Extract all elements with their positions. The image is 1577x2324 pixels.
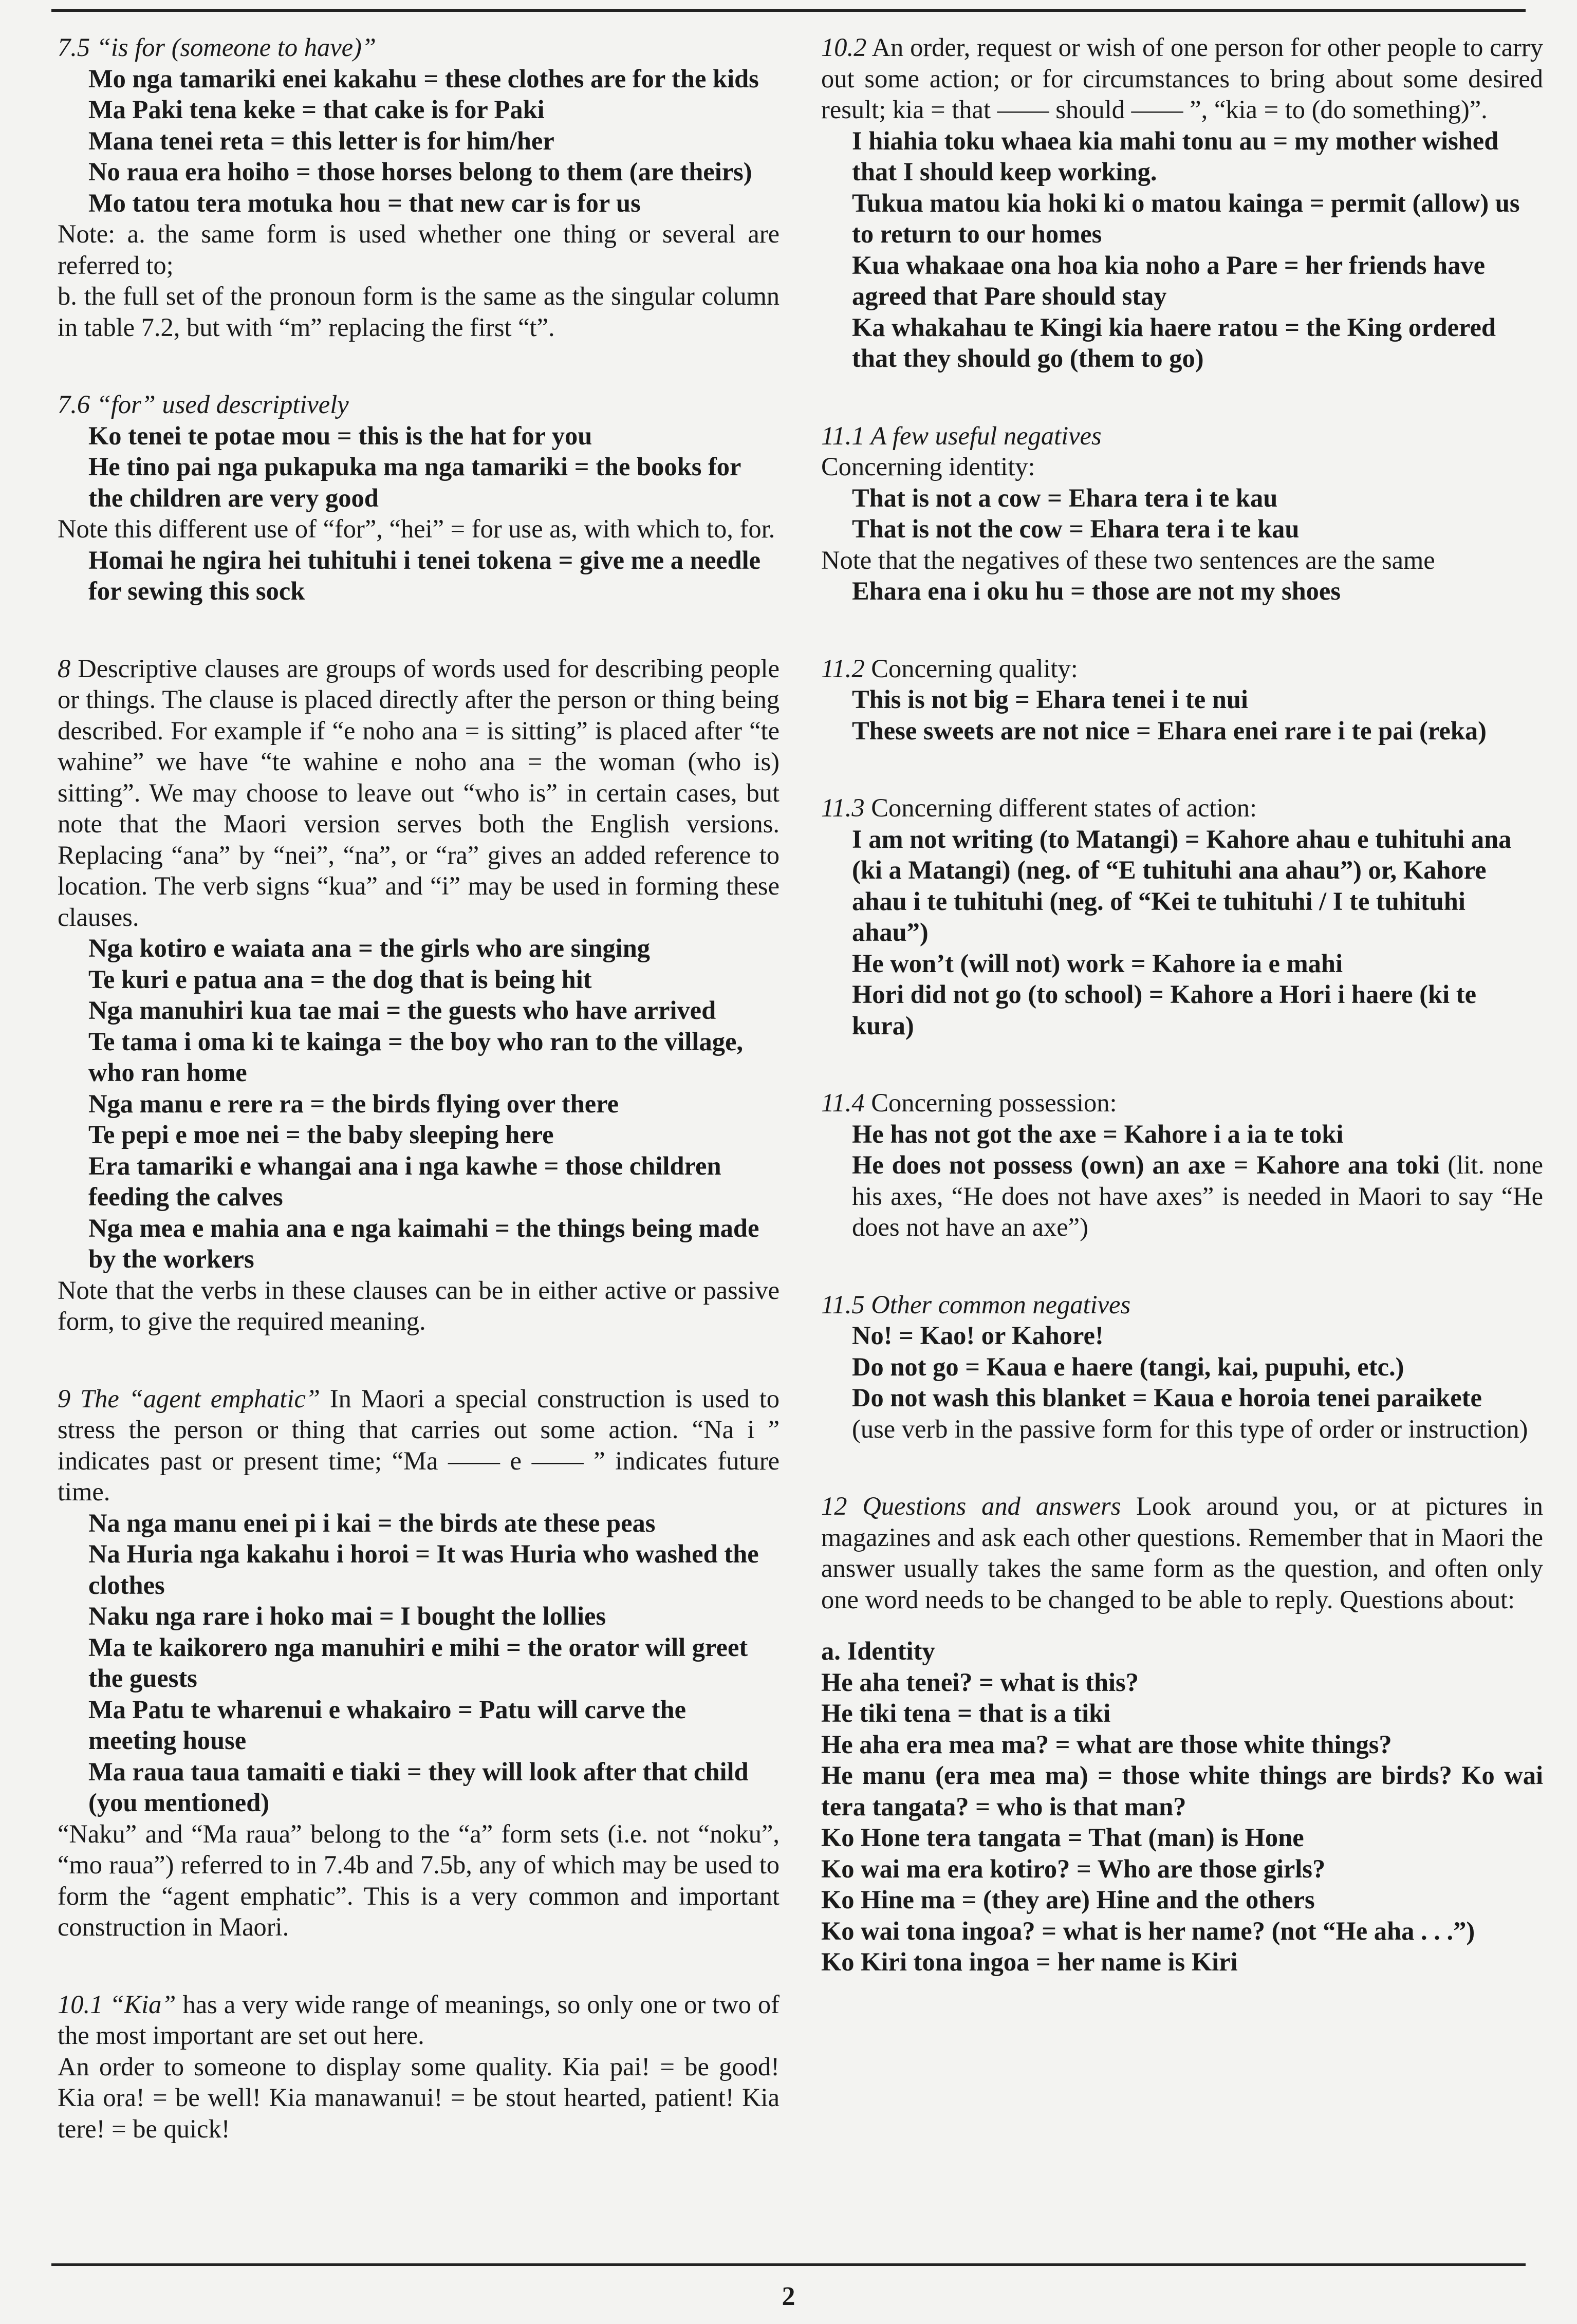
qa-line: He aha tenei? = what is this? — [821, 1667, 1139, 1697]
note-text: (use verb in the passive form for this type of order or instruction) — [852, 1414, 1528, 1443]
section-10-1 — [58, 1989, 780, 2145]
section-heading: 11.2 — [821, 654, 865, 683]
top-rule — [51, 9, 1526, 12]
example-line — [852, 1149, 1543, 1243]
section-body — [58, 653, 780, 933]
note-text: Note this different use of “for”, “hei” = for use as, with which to, for. — [58, 514, 775, 543]
example-line: Hori did not go (to school) = Kahore a Hori i haere (ki te kura) — [852, 980, 1476, 1040]
section-heading: 11.5 Other common negatives — [821, 1290, 1131, 1319]
example-line: Mana tenei reta = this letter is for him/her — [88, 126, 554, 155]
qa-line: Ko wai ma era kotiro? = Who are those girls? — [821, 1854, 1326, 1883]
subheading: Concerning identity: — [821, 452, 1035, 481]
example-line: I hiahia toku whaea kia mahi tonu au = my mother wished that I should keep working. — [852, 126, 1499, 186]
section-10-2 — [821, 32, 1543, 374]
qa-line: He aha era mea ma? = what are those white things? — [821, 1730, 1392, 1759]
section-heading: 11.3 — [821, 793, 865, 822]
example-line: He has not got the axe = Kahore i a ia te toki — [852, 1119, 1344, 1148]
section-heading: 12 Questions and answers — [821, 1492, 1121, 1520]
section-7-6 — [58, 389, 780, 607]
section-body — [821, 792, 1543, 824]
example-note: (lit. none his axes, “He does not have axes” is needed in Maori to say “He does not have an axe”) — [852, 1150, 1543, 1241]
example-line: Na nga manu enei pi i kai = the birds ate these peas — [88, 1508, 656, 1537]
body-text: In Maori a special construction is used to stress the person or thing that carries out some action. “Na i ” indicates past or present time; “Ma —— e —— ” indicates future time. — [58, 1384, 780, 1506]
right-column — [821, 32, 1543, 2024]
example-line: Ehara ena i oku hu = those are not my shoes — [852, 577, 1341, 605]
example-line: Mo tatou tera motuka hou = that new car is for us — [88, 188, 641, 217]
example-line: No! = Kao! or Kahore! — [852, 1321, 1104, 1350]
section-9 — [58, 1383, 780, 1943]
section-heading: 8 — [58, 654, 71, 683]
subheading: a. Identity — [821, 1637, 935, 1665]
section-heading: 7.6 “for” used descriptively — [58, 390, 349, 419]
section-heading: 7.5 “is for (someone to have)” — [58, 33, 376, 62]
qa-line: He manu (era mea ma) = those white things are birds? Ko wai tera tangata? = who is that man? — [821, 1761, 1543, 1821]
bottom-rule — [51, 2263, 1526, 2266]
example-line: No raua era hoiho = those horses belong to them (are theirs) — [88, 157, 752, 186]
example-line: Kua whakaae ona hoa kia noho a Pare = her friends have agreed that Pare should stay — [852, 250, 1486, 310]
example-line: Ko tenei te potae mou = this is the hat for you — [88, 421, 592, 450]
qa-line: Ko Hine ma = (they are) Hine and the others — [821, 1885, 1315, 1914]
example-line: Nga manu e rere ra = the birds flying over there — [88, 1089, 619, 1118]
section-11-5 — [821, 1289, 1543, 1445]
note-text: Note that the negatives of these two sentences are the same — [821, 545, 1435, 574]
qa-line: Ko Kiri tona ingoa = her name is Kiri — [821, 1947, 1238, 1976]
body-text: Descriptive clauses are groups of words used for describing people or things. The clause is placed directly after the person or thing being described. For example if “e noho ana = is sitting” is placed after “te wahine” we have “te wahine e noho ana = the woman (who is) sitting”. We may choose to leave out “who is” in certain cases, but note that the Maori version serves both the English versions. Replacing “ana” by “nei”, “na”, or “ra” gives an added reference to location. The verb signs “kua” and “i” may be used in forming these clauses. — [58, 654, 780, 932]
example-line: Mo nga tamariki enei kakahu = these clothes are for the kids — [88, 64, 759, 93]
note-text: b. the full set of the pronoun form is the same as the singular column in table 7.2, but with “m” replacing the first “t”. — [58, 282, 780, 342]
example-line: Do not wash this blanket = Kaua e horoia tenei paraikete — [852, 1383, 1482, 1412]
section-body — [821, 32, 1543, 125]
example-line: Ma Patu te wharenui e whakairo = Patu will carve the meeting house — [88, 1695, 687, 1755]
section-heading: 11.1 A few useful negatives — [821, 421, 1102, 450]
left-column — [58, 32, 780, 2190]
example-line: I am not writing (to Matangi) = Kahore ahau e tuhituhi ana (ki a Matangi) (neg. of “E tuhituhi ana ahau”) or, Kahore ahau i te tuhituhi (neg. of “Kei te tuhituhi / I te tuhituhi ahau”) — [852, 824, 1512, 946]
section-body — [58, 1989, 780, 2051]
example-line: That is not a cow = Ehara tera i te kau — [852, 483, 1278, 512]
section-body — [58, 1383, 780, 1508]
example-line: Do not go = Kaua e haere (tangi, kai, pupuhi, etc.) — [852, 1352, 1404, 1381]
example-line: He tino pai nga pukapuka ma nga tamariki = the books for the children are very good — [88, 452, 741, 512]
note-text: “Naku” and “Ma raua” belong to the “a” form sets (i.e. not “noku”, “mo raua”) referred to in 7.4b and 7.5b, any of which may be used to form the “agent emphatic”. This is a very common and important construction in Maori. — [58, 1819, 780, 1941]
body-text: An order, request or wish of one person for other people to carry out some action; or for circumstances to bring about some desired result; kia = that —— should —— ”, “kia = to (do something)”. — [821, 33, 1543, 124]
example-line: Ma Paki tena keke = that cake is for Paki — [88, 95, 545, 124]
section-11-2 — [821, 653, 1543, 747]
example-line: Naku nga rare i hoko mai = I bought the lollies — [88, 1602, 606, 1630]
section-heading: 9 The “agent emphatic” — [58, 1384, 320, 1413]
body-text: has a very wide range of meanings, so only one or two of the most important are set out here. — [58, 1990, 780, 2050]
example-line: Ka whakahau te Kingi kia haere ratou = the King ordered that they should go (them to go) — [852, 312, 1496, 373]
example-line: That is not the cow = Ehara tera i te kau — [852, 514, 1300, 543]
subheading: Concerning possession: — [871, 1088, 1117, 1117]
example-line: Homai he ngira hei tuhituhi i tenei tokena = give me a needle for sewing this sock — [88, 545, 761, 605]
example-line: Na Huria nga kakahu i horoi = It was Huria who washed the clothes — [88, 1539, 759, 1600]
body-text: An order to someone to display some quality. Kia pai! = be good! Kia ora! = be well! Kia manawanui! = be stout hearted, patient! Kia tere! = be quick! — [58, 2052, 780, 2143]
example-line: He won’t (will not) work = Kahore ia e mahi — [852, 949, 1343, 978]
example-line: Te pepi e moe nei = the baby sleeping here — [88, 1120, 554, 1149]
example-text: He does not possess (own) an axe = Kahore ana toki — [852, 1150, 1440, 1179]
note-text: Note that the verbs in these clauses can be in either active or passive form, to give the required meaning. — [58, 1275, 780, 1335]
subheading: Concerning quality: — [871, 654, 1078, 683]
example-line: Te kuri e patua ana = the dog that is being hit — [88, 964, 592, 994]
section-heading: 11.4 — [821, 1088, 865, 1117]
page-number: 2 — [782, 2282, 795, 2311]
section-heading: 10.2 — [821, 33, 867, 62]
section-11-1 — [821, 420, 1543, 607]
example-line: This is not big = Ehara tenei i te nui — [852, 685, 1248, 714]
example-line: Nga mea e mahia ana e nga kaimahi = the things being made by the workers — [88, 1213, 759, 1273]
section-11-4 — [821, 1087, 1543, 1243]
qa-line: He tiki tena = that is a tiki — [821, 1699, 1111, 1727]
example-line: Nga kotiro e waiata ana = the girls who are singing — [88, 934, 651, 962]
example-line: Tukua matou kia hoki ki o matou kainga = permit (allow) us to return to our homes — [852, 188, 1520, 248]
example-line: Era tamariki e whangai ana i nga kawhe = those children feeding the calves — [88, 1151, 721, 1211]
section-8 — [58, 653, 780, 1337]
note-text: Note: a. the same form is used whether one thing or several are referred to; — [58, 219, 780, 280]
qa-line: Ko wai tona ingoa? = what is her name? (not “He aha . . .”) — [821, 1916, 1475, 1945]
qa-line: Ko Hone tera tangata = That (man) is Hone — [821, 1823, 1304, 1852]
section-body — [821, 1087, 1543, 1119]
section-7-5 — [58, 32, 780, 343]
example-line: These sweets are not nice = Ehara enei rare i te pai (reka) — [852, 716, 1487, 745]
example-line: Nga manuhiri kua tae mai = the guests who have arrived — [88, 996, 716, 1025]
section-heading: 10.1 “Kia” — [58, 1990, 176, 2019]
example-line: Ma te kaikorero nga manuhiri e mihi = the orator will greet the guests — [88, 1632, 748, 1693]
section-body — [821, 653, 1543, 684]
body-text: Look around you, or at pictures in magazines and ask each other questions. Remember that in Maori the answer usually takes the same form as the question, and often only one word needs to be changed to be able to reply. Questions about: — [821, 1492, 1544, 1614]
subheading: Concerning different states of action: — [871, 793, 1257, 822]
example-line: Ma raua taua tamaiti e tiaki = they will look after that child (you mentioned) — [88, 1757, 749, 1817]
section-12 — [821, 1491, 1543, 1978]
example-line: Te tama i oma ki te kainga = the boy who ran to the village, who ran home — [88, 1027, 743, 1087]
section-11-3 — [821, 792, 1543, 1041]
section-body — [821, 1491, 1543, 1615]
